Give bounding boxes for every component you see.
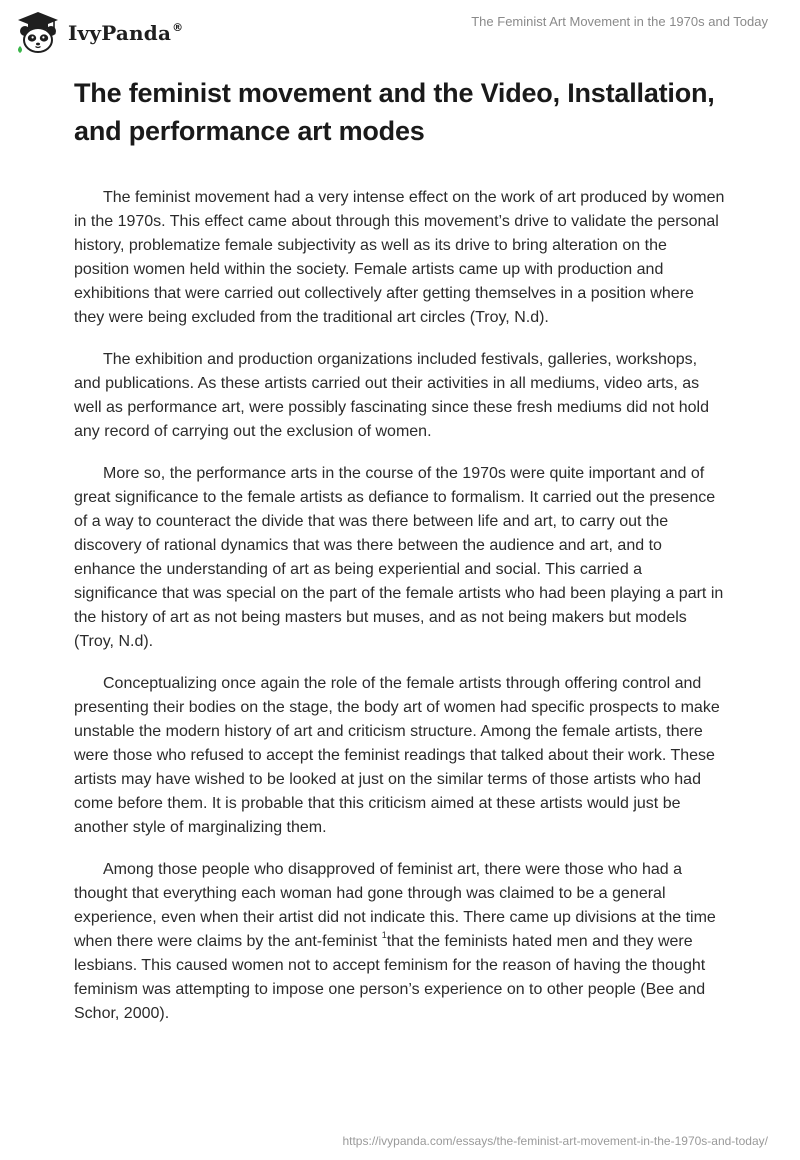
- paragraph-5-text-start: Among those people who disapproved of feminist art, there were those who had a thought that everything each woman had gone through was claimed to be a general experience, even when their artist did not indicate this. There came up divisions at the time when there were claims by the ant-feminist: [74, 861, 716, 950]
- paragraph-4: Conceptualizing once again the role of the female artists through offering control and presenting their bodies on the stage, the body art of women had specific prospects to make unstable the modern history of art and criticism structure. Among the female artists, there were those who refused to accept the feminist readings that talked about their work. These artists may have wished to be looked at just on the similar terms of those artists who had come before them. It is probable that this criticism aimed at these artists would just be another style of marginalizing them.: [74, 675, 720, 836]
- paragraph-2: The exhibition and production organizations included festivals, galleries, workshops, and publications. As these artists carried out their activities in all mediums, video arts, as well as performance art, were possibly fascinating since these fresh mediums did not hold any record of carrying out the exclusion of women.: [74, 351, 709, 440]
- article-body: [74, 74, 726, 1044]
- source-url[interactable]: https://ivypanda.com/essays/the-feminist-art-movement-in-the-1970s-and-today/: [342, 1134, 768, 1148]
- paragraph-5: [74, 858, 726, 1026]
- footnote-reference[interactable]: 1: [381, 929, 387, 940]
- paragraph-5-text-end: that the feminists hated men and they were lesbians. This caused women not to accept feminism for the reason of having the thought feminism was attempting to impose one person’s experience on to other people (Bee and Schor, 2000).: [74, 933, 706, 1022]
- registered-mark: ®: [172, 21, 184, 34]
- panda-graduate-icon: [14, 10, 62, 54]
- document-title: The Feminist Art Movement in the 1970s and Today: [471, 14, 768, 29]
- logo-wordmark: IvyPanda®: [68, 21, 184, 45]
- page-header: [0, 0, 800, 60]
- section-heading: The feminist movement and the Video, Installation, and performance art modes: [74, 78, 715, 146]
- ivypanda-logo[interactable]: [14, 10, 183, 54]
- paragraph-1: The feminist movement had a very intense effect on the work of art produced by women in the 1970s. This effect came about through this movement’s drive to validate the personal history, problematize female subjectivity as well as its drive to bring alteration on the position women held within the society. Female artists came up with production and exhibitions that were carried out collectively after getting themselves in a position where they were being excluded from the traditional art circles (Troy, N.d).: [74, 189, 725, 326]
- paragraph-3: More so, the performance arts in the course of the 1970s were quite important and of great significance to the female artists as defiance to formalism. It carried out the presence of a way to counteract the divide that was there between life and art, to carry out the discovery of rational dynamics that was there between the audience and art, and to enhance the understanding of art as being experiential and social. This carried a significance that was special on the part of the female artists who had been playing a part in the history of art as not being masters but muses, and as not being makers but models (Troy, N.d).: [74, 465, 724, 650]
